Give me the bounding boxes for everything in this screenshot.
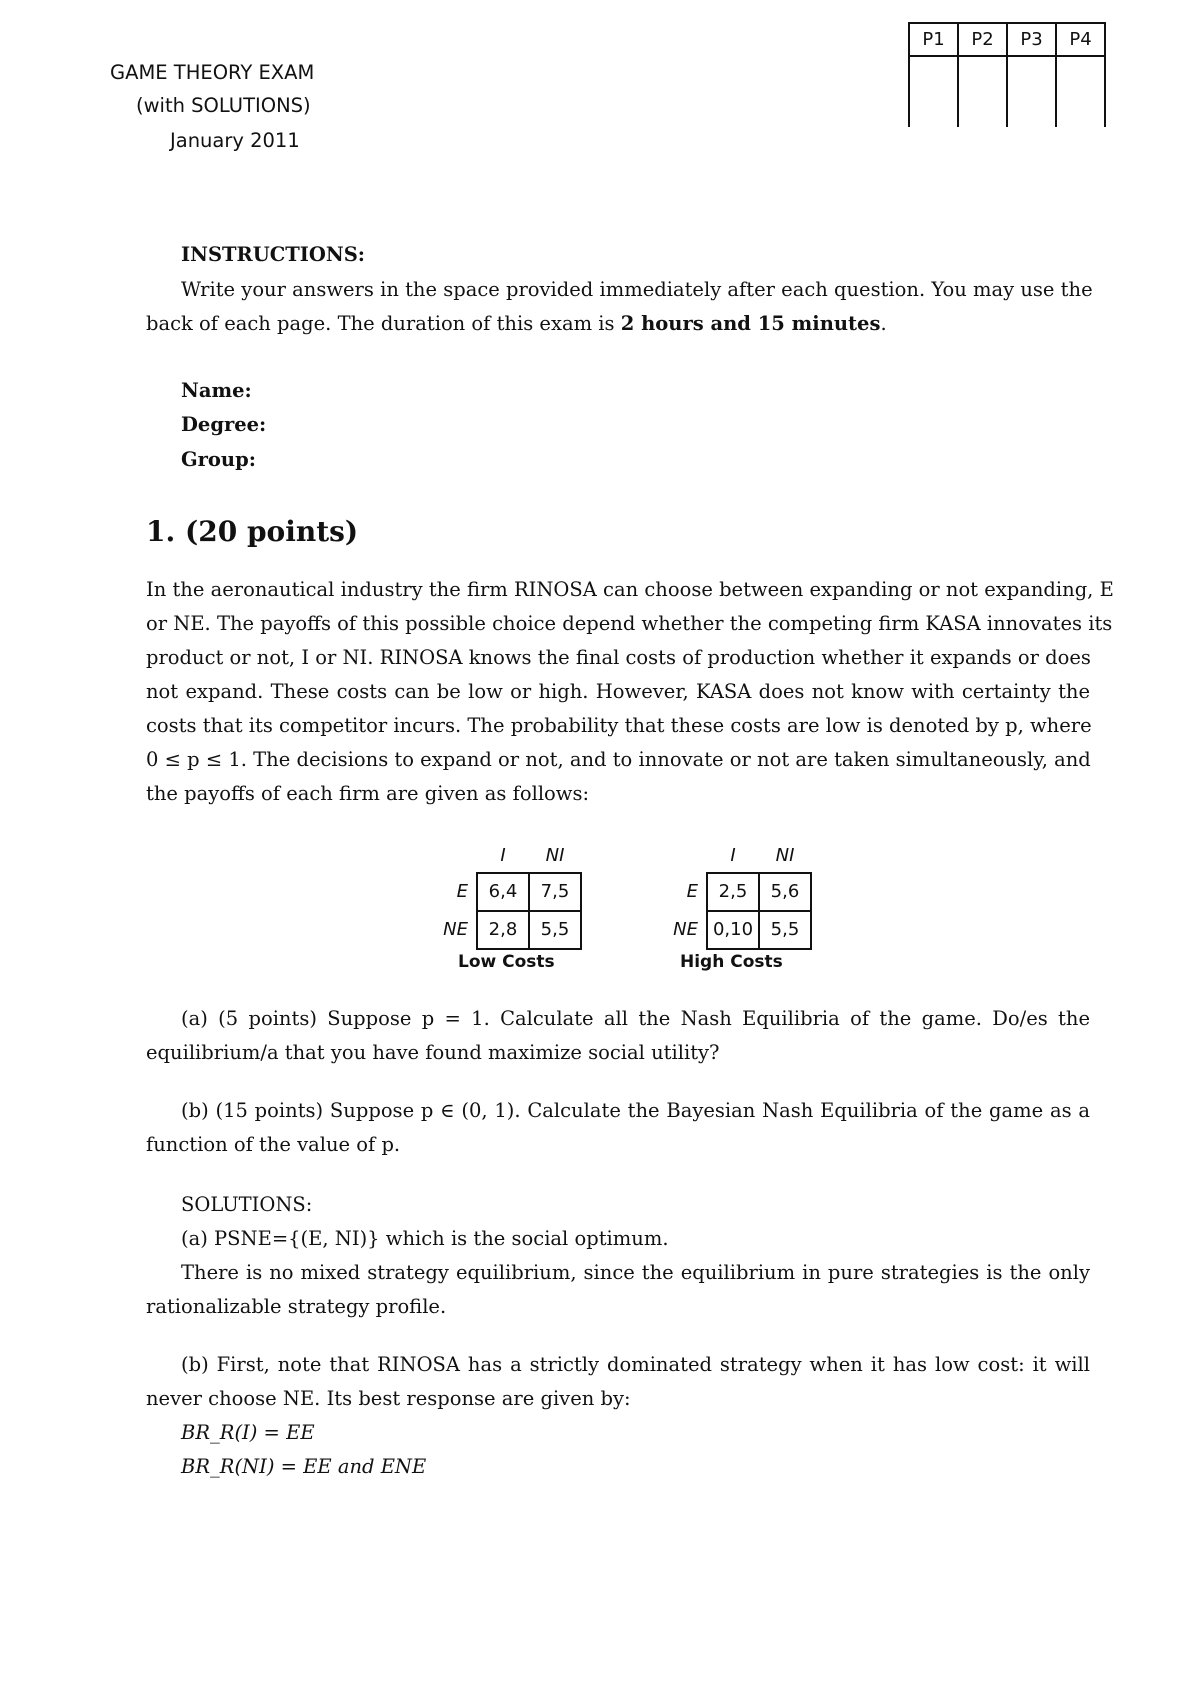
instructions-line-2-text: back of each page. The duration of this exam is	[146, 312, 621, 335]
score-cell-p2[interactable]	[958, 56, 1007, 127]
score-col-p3: P3	[1007, 23, 1056, 56]
low-row-label-e: E	[456, 881, 468, 902]
score-cell-p4[interactable]	[1056, 56, 1105, 127]
question-a-line: equilibrium/a that you have found maximize social utility?	[146, 1041, 720, 1064]
high-cell-ne-ni: 5,5	[759, 911, 811, 949]
solution-b-line: (b) First, note that RINOSA has a strictly dominated strategy when it has low cost: it will	[181, 1353, 1090, 1376]
instructions-line-1: Write your answers in the space provided immediately after each question. You may use the	[181, 278, 1093, 301]
statement-line: 0 ≤ p ≤ 1. The decisions to expand or not, and to innovate or not are taken simultaneously, and	[146, 748, 1091, 771]
best-response-2: BR_R(NI) = EE and ENE	[181, 1455, 427, 1478]
high-row-label-e: E	[686, 881, 698, 902]
score-col-p1: P1	[909, 23, 958, 56]
group-label: Group:	[181, 448, 256, 471]
low-cell-e-i: 6,4	[477, 873, 529, 911]
problem-1-heading: 1. (20 points)	[146, 515, 359, 548]
question-b	[146, 1094, 1090, 1162]
low-cell-e-ni: 7,5	[529, 873, 581, 911]
low-costs-caption: Low Costs	[458, 952, 555, 972]
statement-line: costs that its competitor incurs. The probability that these costs are low is denoted by p, where	[146, 714, 1092, 737]
instructions-line-2	[146, 307, 1090, 341]
statement-line: the payoffs of each firm are given as follows:	[146, 782, 590, 805]
solutions-heading: SOLUTIONS:	[181, 1193, 313, 1216]
statement-line: In the aeronautical industry the firm RINOSA can choose between expanding or not expanding, E	[146, 578, 1114, 601]
high-cell-e-ni: 5,6	[759, 873, 811, 911]
instructions-heading: INSTRUCTIONS:	[181, 243, 365, 266]
best-response-1: BR_R(I) = EE	[181, 1421, 315, 1444]
question-a	[146, 1002, 1090, 1070]
solution-a-line: There is no mixed strategy equilibrium, since the equilibrium in pure strategies is the only	[181, 1261, 1090, 1284]
instructions-line-2-end: .	[880, 312, 887, 335]
high-cell-e-i: 2,5	[707, 873, 759, 911]
exam-title: GAME THEORY EXAM	[110, 61, 315, 84]
high-row-label-ne: NE	[673, 919, 698, 940]
score-col-p2: P2	[958, 23, 1007, 56]
degree-label: Degree:	[181, 413, 267, 436]
problem-1-statement	[146, 573, 1114, 811]
question-b-line: (b) (15 points) Suppose p ∈ (0, 1). Calculate the Bayesian Nash Equilibria of the game as a	[181, 1099, 1090, 1122]
high-col-label-i: I	[730, 845, 736, 866]
low-costs-matrix	[418, 840, 582, 950]
low-col-label-i: I	[500, 845, 506, 866]
statement-line: or NE. The payoffs of this possible choice depend whether the competing firm KASA innovates its	[146, 612, 1113, 635]
low-row-label-ne: NE	[443, 919, 468, 940]
instructions-text	[146, 273, 1093, 341]
low-cell-ne-i: 2,8	[477, 911, 529, 949]
high-col-label-ni: NI	[775, 845, 795, 866]
score-cell-p1[interactable]	[909, 56, 958, 127]
high-costs-caption: High Costs	[680, 952, 783, 972]
low-col-label-ni: NI	[545, 845, 565, 866]
question-b-line: function of the value of p.	[146, 1133, 401, 1156]
score-cell-p3[interactable]	[1007, 56, 1056, 127]
solution-a-line: rationalizable strategy profile.	[146, 1295, 447, 1318]
solution-b	[146, 1348, 1090, 1416]
statement-line: not expand. These costs can be low or high. However, KASA does not know with certainty the	[146, 680, 1090, 703]
low-cell-ne-ni: 5,5	[529, 911, 581, 949]
solution-a	[146, 1222, 1090, 1324]
score-table	[908, 22, 1106, 127]
solution-a-line: (a) PSNE={(E, NI)} which is the social optimum.	[181, 1227, 669, 1250]
name-label: Name:	[181, 379, 252, 402]
statement-line: product or not, I or NI. RINOSA knows the final costs of production whether it expands or does	[146, 646, 1091, 669]
high-costs-matrix	[648, 840, 812, 950]
solution-b-line: never choose NE. Its best response are given by:	[146, 1387, 631, 1410]
question-a-line: (a) (5 points) Suppose p = 1. Calculate all the Nash Equilibria of the game. Do/es the	[181, 1007, 1090, 1030]
exam-subtitle: (with SOLUTIONS)	[136, 94, 311, 117]
exam-date: January 2011	[170, 129, 300, 152]
exam-duration: 2 hours and 15 minutes	[620, 312, 881, 335]
score-col-p4: P4	[1056, 23, 1105, 56]
high-cell-ne-i: 0,10	[707, 911, 759, 949]
